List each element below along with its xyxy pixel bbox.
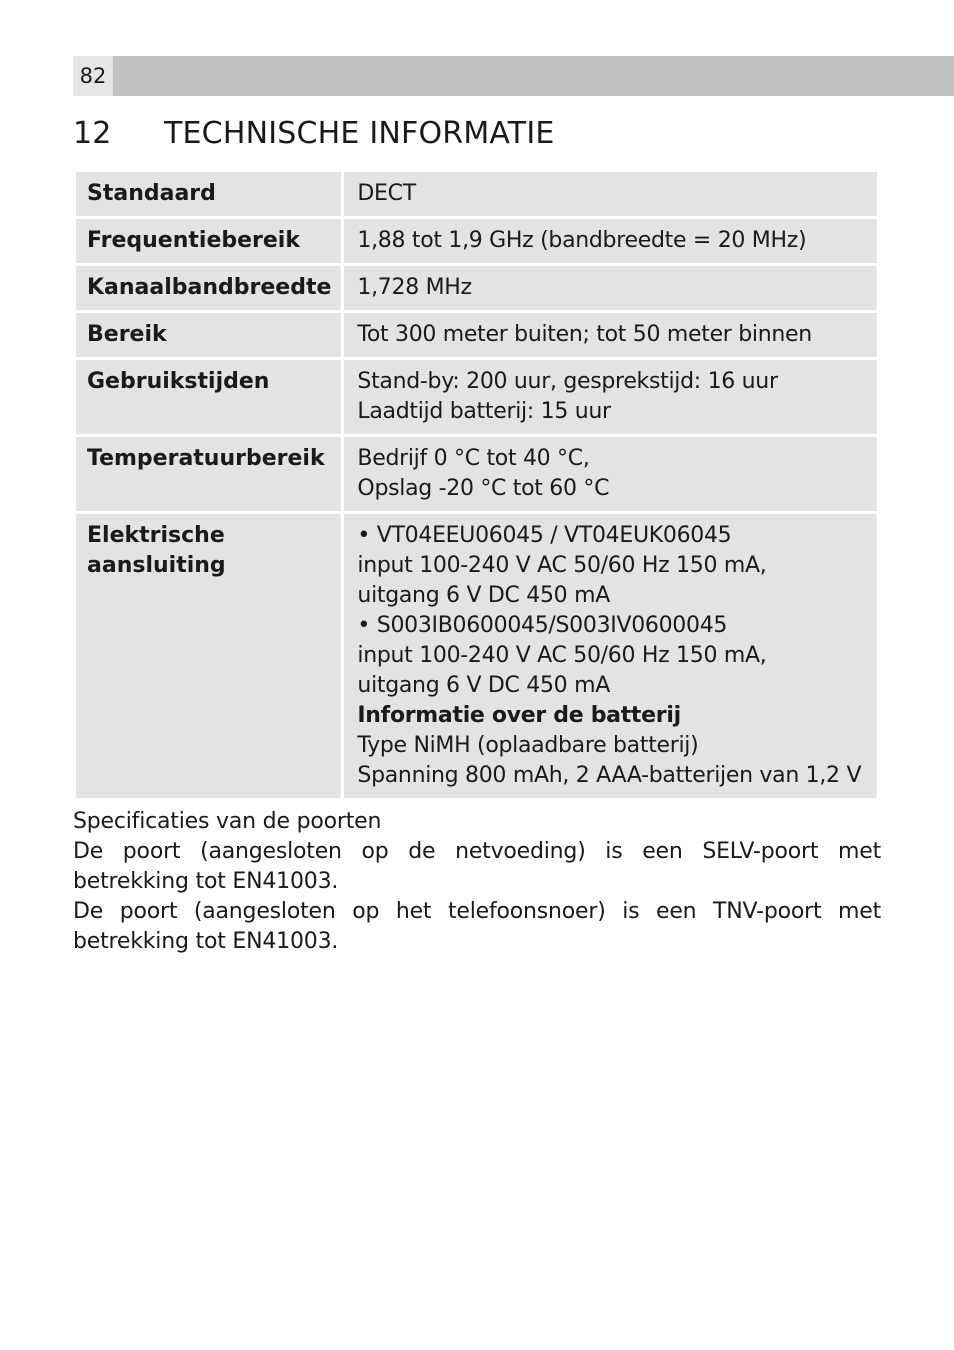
spec-value-line: input 100-240 V AC 50/60 Hz 150 mA, <box>357 643 767 668</box>
spec-label-line: aansluiting <box>87 553 226 578</box>
spec-value-line: • S003IB0600045/S003IV0600045 <box>357 613 728 638</box>
table-row <box>76 437 877 511</box>
spec-value-line: Opslag -20 °C tot 60 °C <box>357 476 610 501</box>
spec-value-line: input 100-240 V AC 50/60 Hz 150 mA, <box>357 553 767 578</box>
spec-label <box>76 514 341 798</box>
spec-value <box>344 514 877 798</box>
spec-value-line: Spanning 800 mAh, 2 AAA-batterijen van 1,2 V <box>357 763 862 788</box>
spec-label: Temperatuurbereik <box>76 437 341 511</box>
spec-value-line: Laadtijd batterij: 15 uur <box>357 399 611 424</box>
spec-value <box>344 266 877 310</box>
spec-label: Frequentiebereik <box>76 219 341 263</box>
battery-info-heading: Informatie over de batterij <box>357 703 681 728</box>
spec-label: Kanaalbandbreedte <box>76 266 341 310</box>
ports-paragraph: De poort (aangesloten op het telefoonsnoer) is een TNV-poort met betrekking tot EN41003. <box>73 899 881 954</box>
spec-value-line: Type NiMH (oplaadbare batterij) <box>357 733 699 758</box>
spec-value-line: Stand-by: 200 uur, gesprekstijd: 16 uur <box>357 369 778 394</box>
spec-value <box>344 313 877 357</box>
ports-paragraph: De poort (aangesloten op de netvoeding) is een SELV-poort met betrekking tot EN41003. <box>73 839 881 894</box>
spec-label: Bereik <box>76 313 341 357</box>
spec-value-line: DECT <box>357 181 416 206</box>
section-title <box>73 114 555 154</box>
table-row <box>76 313 877 357</box>
spec-value <box>344 437 877 511</box>
spec-value-line: uitgang 6 V DC 450 mA <box>357 583 610 608</box>
table-row <box>76 360 877 434</box>
spec-table <box>73 169 880 801</box>
spec-label: Gebruikstijden <box>76 360 341 434</box>
header-band <box>113 56 954 96</box>
spec-value-line: • VT04EEU06045 / VT04EUK06045 <box>357 523 732 548</box>
page-number: 82 <box>73 56 113 96</box>
spec-value-line: 1,728 MHz <box>357 275 472 300</box>
table-row <box>76 514 877 798</box>
spec-value-line: 1,88 tot 1,9 GHz (bandbreedte = 20 MHz) <box>357 228 807 253</box>
page-header-bar <box>73 56 954 96</box>
section-number: 12 <box>73 116 112 151</box>
spec-value <box>344 360 877 434</box>
section-heading: TECHNISCHE INFORMATIE <box>164 116 555 151</box>
table-row <box>76 172 877 216</box>
spec-value <box>344 172 877 216</box>
spec-label-line: Elektrische <box>87 523 225 548</box>
table-row <box>76 266 877 310</box>
spec-value-line: Tot 300 meter buiten; tot 50 meter binnen <box>357 322 812 347</box>
ports-heading: Specificaties van de poorten <box>73 809 382 834</box>
port-specifications <box>73 807 881 957</box>
spec-label: Standaard <box>76 172 341 216</box>
spec-value-line: Bedrijf 0 °C tot 40 °C, <box>357 446 590 471</box>
spec-value-line: uitgang 6 V DC 450 mA <box>357 673 610 698</box>
spec-value <box>344 219 877 263</box>
table-row <box>76 219 877 263</box>
